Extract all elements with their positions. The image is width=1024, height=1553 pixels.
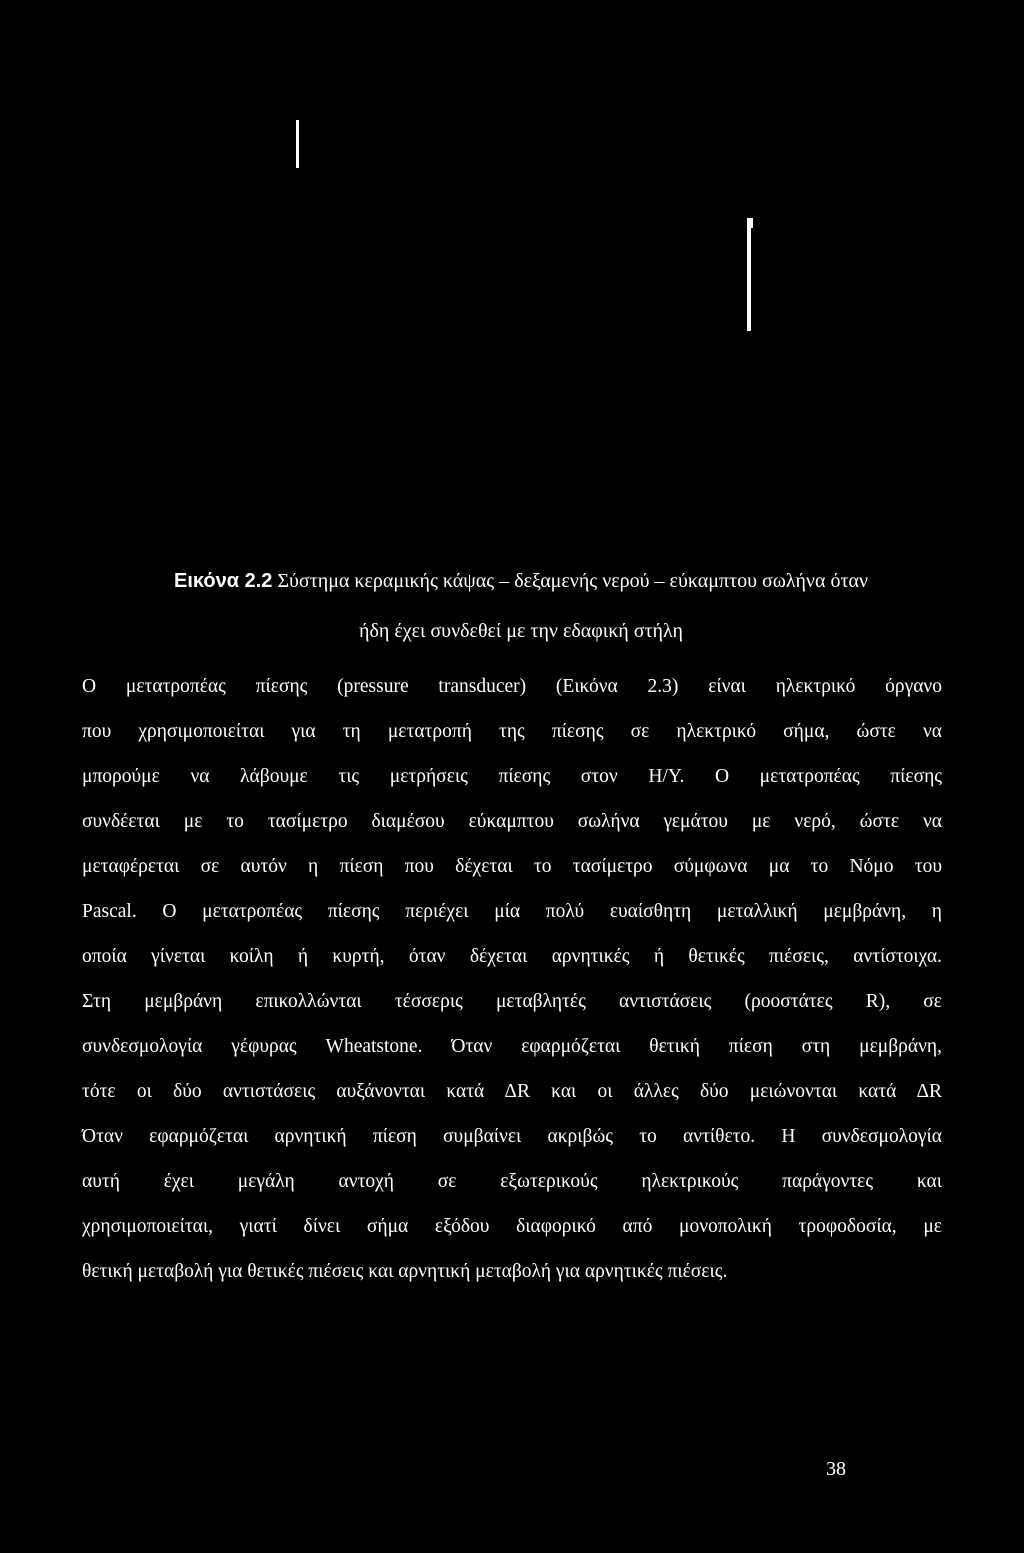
body-paragraph	[82, 664, 942, 1294]
body-line: μπορούμε να λάβουμε τις μετρήσεις πίεσης στον Η/Υ. Ο μετατροπέας πίεσης	[82, 766, 942, 787]
body-line: συνδεσμολογία γέφυρας Wheatstone. Όταν εφαρμόζεται θετική πίεση στη μεμβράνη,	[82, 1036, 942, 1057]
body-line: Ο μετατροπέας πίεσης (pressure transducer) (Εικόνα 2.3) είναι ηλεκτρικό όργανο	[82, 676, 942, 697]
caption-line-2: ήδη έχει συνδεθεί με την εδαφική στήλη	[359, 620, 683, 642]
figure-mark	[751, 218, 753, 228]
figure-mark	[747, 218, 751, 331]
body-line: Όταν εφαρμόζεται αρνητική πίεση συμβαίνει ακριβώς το αντίθετο. Η συνδεσμολογία	[82, 1126, 942, 1147]
body-line: οποία γίνεται κοίλη ή κυρτή, όταν δέχεται αρνητικές ή θετικές πιέσεις, αντίστοιχα.	[82, 946, 942, 967]
body-line: μεταφέρεται σε αυτόν η πίεση που δέχεται το τασίμετρο σύμφωνα μα το Νόμο του	[82, 856, 942, 877]
caption-label: Εικόνα 2.2	[174, 570, 273, 592]
body-line: Στη μεμβράνη επικολλώνται τέσσερις μεταβλητές αντιστάσεις (ροοστάτες R), σε	[82, 991, 942, 1012]
caption-text: Σύστημα κεραμικής κάψας – δεξαμενής νερού – εύκαμπτου σωλήνα όταν	[272, 570, 868, 592]
figure-mark	[296, 120, 299, 168]
body-line: χρησιμοποιείται, γιατί δίνει σήμα εξόδου διαφορικό από μονοπολική τροφοδοσία, με	[82, 1216, 942, 1237]
body-line: που χρησιμοποιείται για τη μετατροπή της πίεσης σε ηλεκτρικό σήμα, ώστε να	[82, 721, 942, 742]
page-number: 38	[826, 1458, 846, 1480]
body-line: Pascal. Ο μετατροπέας πίεσης περιέχει μία πολύ ευαίσθητη μεταλλική μεμβράνη, η	[82, 901, 942, 922]
figure-caption	[86, 556, 956, 656]
body-line: θετική μεταβολή για θετικές πιέσεις και αρνητική μεταβολή για αρνητικές πιέσεις.	[82, 1261, 728, 1282]
body-line: συνδέεται με το τασίμετρο διαμέσου εύκαμπτου σωλήνα γεμάτου με νερό, ώστε να	[82, 811, 942, 832]
body-line: τότε οι δύο αντιστάσεις αυξάνονται κατά ΔR και οι άλλες δύο μειώνονται κατά ΔR	[82, 1081, 942, 1102]
caption-line-1	[86, 556, 956, 606]
figure-image	[0, 0, 1024, 540]
body-line: αυτή έχει μεγάλη αντοχή σε εξωτερικούς ηλεκτρικούς παράγοντες και	[82, 1171, 942, 1192]
